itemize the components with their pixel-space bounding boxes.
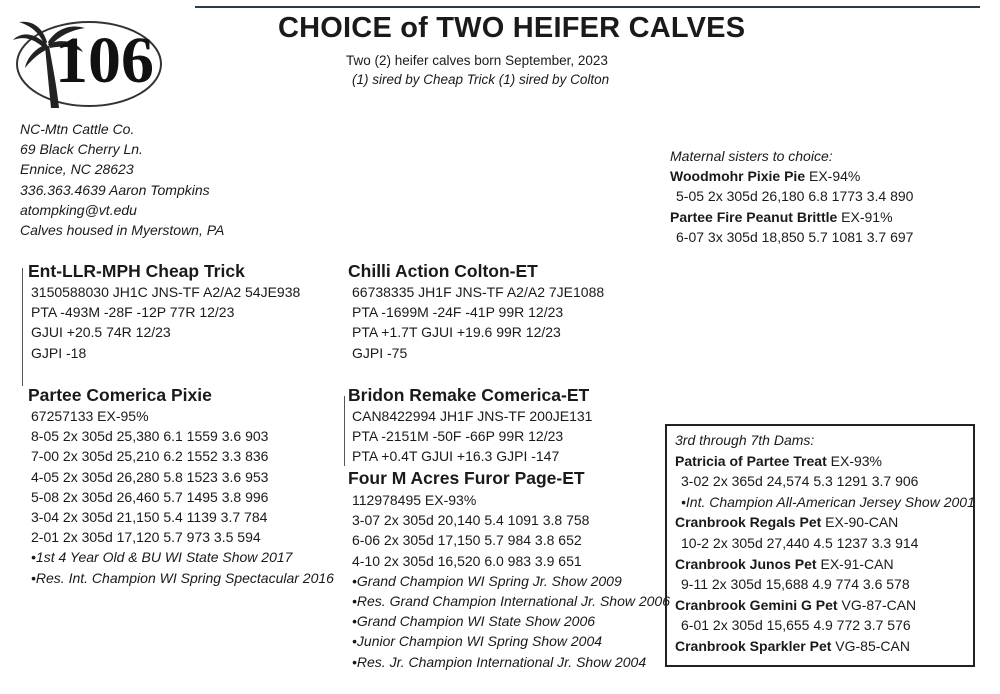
consigner-block	[20, 119, 224, 240]
sire2-line: 66738335 JH1F JNS-TF A2/A2 7JE1088	[352, 284, 605, 300]
sire1-line: PTA -493M -28F -12P 77R 12/23	[31, 304, 235, 321]
top-rule	[195, 6, 980, 8]
dam1-honor: •1st 4 Year Old & BU WI State Show 2017	[31, 549, 293, 566]
subtitle: Two (2) heifer calves born September, 2023	[346, 53, 608, 68]
maternal-sisters	[670, 146, 913, 247]
dam1-record: 3-04 2x 305d 21,150 5.4 1139 3.7 784	[31, 509, 268, 526]
dam-entry: Cranbrook Gemini G Pet VG-87-CAN	[675, 596, 917, 613]
sire1-line: GJPI -18	[31, 344, 87, 361]
dam-entry: Cranbrook Junos Pet EX-91-CAN	[675, 555, 894, 572]
dams-3-7-list	[675, 430, 975, 657]
dam2-sire-line: PTA +0.4T GJUI +16.3 GJPI -147	[352, 448, 560, 465]
sire1-name: Ent-LLR-MPH Cheap Trick	[28, 261, 245, 281]
pedigree-line	[344, 396, 345, 466]
dam1-name: Partee Comerica Pixie	[28, 385, 212, 405]
lot-number: 106	[55, 24, 154, 97]
dam1-record: 8-05 2x 305d 25,380 6.1 1559 3.6 903	[31, 428, 269, 445]
dam2-sire-name: Bridon Remake Comerica-ET	[348, 385, 590, 405]
dam1-record: 5-08 2x 305d 26,460 5.7 1495 3.8 996	[31, 488, 269, 505]
dam-entry: Cranbrook Sparkler Pet VG-85-CAN	[675, 637, 910, 654]
sister-record: 6-07 3x 305d 18,850 5.7 1081 3.7 697	[676, 228, 914, 245]
dam1-info	[31, 406, 334, 588]
sire1-line: 3150588030 JH1C JNS-TF A2/A2 54JE938	[31, 284, 301, 300]
consigner-line: 336.363.4639 Aaron Tompkins	[20, 181, 210, 198]
dam1-id: 67257133 EX-95%	[31, 408, 149, 424]
dam2-record: 6-06 2x 305d 17,150 5.7 984 3.8 652	[352, 532, 582, 549]
sire2-line: PTA -1699M -24F -41P 99R 12/23	[352, 304, 564, 321]
dams-label: 3rd through 7th Dams:	[675, 432, 815, 448]
sister-entry: Partee Fire Peanut Brittle EX-91%	[670, 208, 893, 225]
consigner-line: NC-Mtn Cattle Co.	[20, 121, 135, 137]
sire1-info	[31, 282, 300, 363]
sister-record: 5-05 2x 305d 26,180 6.8 1773 3.4 890	[676, 188, 914, 205]
dam1-record: 7-00 2x 305d 25,210 6.2 1552 3.3 836	[31, 448, 269, 465]
dam-record: 6-01 2x 305d 15,655 4.9 772 3.7 576	[681, 617, 911, 634]
sire2-line: PTA +1.7T GJUI +19.6 99R 12/23	[352, 324, 561, 341]
sire2-line: GJPI -75	[352, 344, 408, 361]
dam1-record: 4-05 2x 305d 26,280 5.8 1523 3.6 953	[31, 468, 269, 485]
dam-record: 10-2 2x 305d 27,440 4.5 1237 3.3 914	[681, 534, 919, 551]
dam2-name: Four M Acres Furor Page-ET	[348, 468, 585, 488]
consigner-line: Ennice, NC 28623	[20, 161, 134, 178]
dam2-sire-line: PTA -2151M -50F -66P 99R 12/23	[352, 428, 564, 445]
dam2-honor: •Grand Champion WI Spring Jr. Show 2009	[352, 572, 622, 589]
dam1-record: 2-01 2x 305d 17,120 5.7 973 3.5 594	[31, 529, 261, 546]
sire2-info	[352, 282, 604, 363]
dam-record: 9-11 2x 305d 15,688 4.9 774 3.6 578	[681, 576, 910, 593]
dam2-sire-line: CAN8422994 JH1F JNS-TF 200JE131	[352, 408, 593, 424]
dam2-honor: •Grand Champion WI State Show 2006	[352, 613, 596, 630]
dam2-honor: •Res. Grand Champion International Jr. Show 2006	[352, 593, 671, 610]
dam2-sire-info	[352, 406, 592, 467]
dam-record: 3-02 2x 365d 24,574 5.3 1291 3.7 906	[681, 473, 919, 490]
subtitle-sires: (1) sired by Cheap Trick (1) sired by Colton	[352, 72, 610, 87]
dam1-honor: •Res. Int. Champion WI Spring Spectacular 2016	[31, 569, 334, 586]
sisters-label: Maternal sisters to choice:	[670, 148, 833, 164]
dam-honor: •Int. Champion All-American Jersey Show 2001	[681, 493, 975, 510]
consigner-line: Calves housed in Myerstown, PA	[20, 222, 225, 239]
dam-entry: Cranbrook Regals Pet EX-90-CAN	[675, 514, 899, 531]
dam2-id: 112978495 EX-93%	[352, 492, 477, 508]
consigner-line: 69 Black Cherry Ln.	[20, 141, 143, 158]
dam2-record: 3-07 2x 305d 20,140 5.4 1091 3.8 758	[352, 512, 590, 529]
dam2-record: 4-10 2x 305d 16,520 6.0 983 3.9 651	[352, 552, 582, 569]
pedigree-line	[22, 268, 23, 386]
dam2-info	[352, 490, 670, 672]
dam-entry: Patricia of Partee Treat EX-93%	[675, 452, 882, 469]
sire1-line: GJUI +20.5 74R 12/23	[31, 324, 171, 341]
page-title: CHOICE of TWO HEIFER CALVES	[278, 12, 746, 44]
dam2-honor: •Junior Champion WI Spring Show 2004	[352, 633, 603, 650]
consigner-email: atompking@vt.edu	[20, 201, 137, 218]
sire2-name: Chilli Action Colton-ET	[348, 261, 538, 281]
sister-entry: Woodmohr Pixie Pie EX-94%	[670, 168, 861, 185]
dam2-honor: •Res. Jr. Champion International Jr. Show 2004	[352, 653, 647, 670]
